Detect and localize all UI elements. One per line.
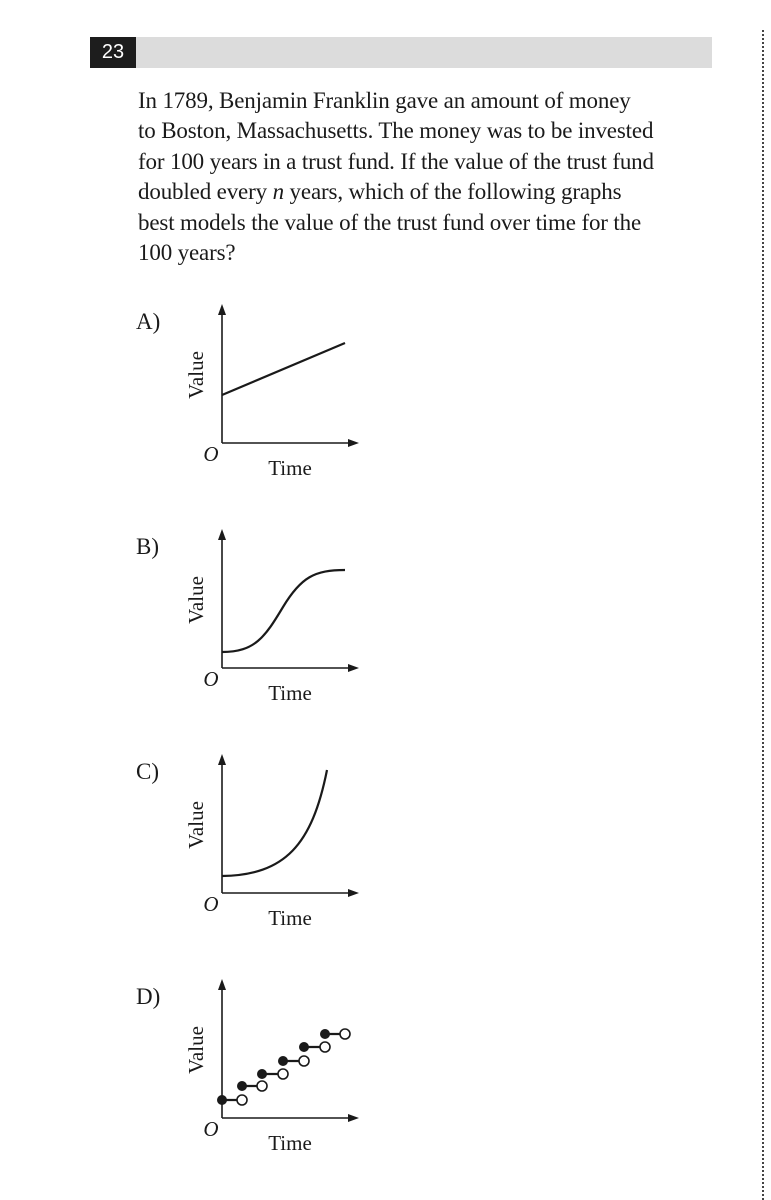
y-axis-arrow	[218, 529, 226, 540]
choice-d-graph	[175, 975, 365, 1160]
x-axis-arrow	[348, 664, 359, 672]
y-axis-arrow	[218, 304, 226, 315]
x-axis-label: Time	[268, 1131, 312, 1155]
open-point	[237, 1095, 247, 1105]
question-line: In 1789, Benjamin Franklin gave an amount of money	[138, 88, 631, 113]
origin-label: O	[203, 1117, 219, 1141]
x-axis-arrow	[348, 889, 359, 897]
x-axis-label: Time	[268, 906, 312, 930]
open-point	[299, 1056, 309, 1066]
question-line: best models the value of the trust fund over time for the	[138, 209, 642, 235]
logistic-curve	[222, 570, 345, 652]
closed-point	[217, 1095, 227, 1105]
origin-label: O	[203, 892, 219, 916]
choice-a-label[interactable]: A)	[136, 309, 161, 334]
question-text	[138, 86, 713, 268]
open-point	[257, 1081, 267, 1091]
choice-d-label[interactable]: D)	[136, 984, 161, 1009]
y-axis-label: Value	[184, 576, 208, 624]
question-line: 100 years?	[138, 240, 236, 266]
question-header-bar	[90, 37, 712, 68]
closed-point	[299, 1042, 309, 1052]
x-axis-label: Time	[268, 456, 312, 480]
origin-label: O	[203, 667, 219, 691]
open-point	[320, 1042, 330, 1052]
question-number: 23	[90, 37, 136, 68]
y-axis-arrow	[218, 754, 226, 765]
y-axis-label: Value	[184, 801, 208, 849]
question-line: for 100 years in a trust fund. If the value of the trust fund	[138, 148, 654, 174]
variable-n: n	[272, 179, 284, 205]
choice-b-graph	[175, 525, 365, 710]
x-axis-arrow	[348, 439, 359, 447]
closed-endpoints	[217, 1029, 330, 1105]
open-point	[278, 1069, 288, 1079]
closed-point	[278, 1056, 288, 1066]
origin-label: O	[203, 442, 219, 466]
linear-curve	[222, 343, 345, 395]
question-line: to Boston, Massachusetts. The money was to be invested	[138, 118, 654, 144]
open-endpoints	[237, 1029, 350, 1105]
choice-b-label[interactable]: B)	[136, 534, 159, 559]
exponential-curve	[222, 770, 327, 876]
closed-point	[237, 1081, 247, 1091]
x-axis-arrow	[348, 1114, 359, 1122]
column-divider	[762, 30, 764, 1200]
x-axis-label: Time	[268, 681, 312, 705]
closed-point	[320, 1029, 330, 1039]
open-point	[340, 1029, 350, 1039]
choice-a-graph	[175, 300, 365, 485]
y-axis-label: Value	[184, 351, 208, 399]
choice-c-label[interactable]: C)	[136, 759, 159, 784]
y-axis-arrow	[218, 979, 226, 990]
y-axis-label: Value	[184, 1026, 208, 1074]
choice-c-graph	[175, 750, 365, 935]
closed-point	[257, 1069, 267, 1079]
question-line: doubled every n years, which of the following graphs	[138, 179, 622, 205]
